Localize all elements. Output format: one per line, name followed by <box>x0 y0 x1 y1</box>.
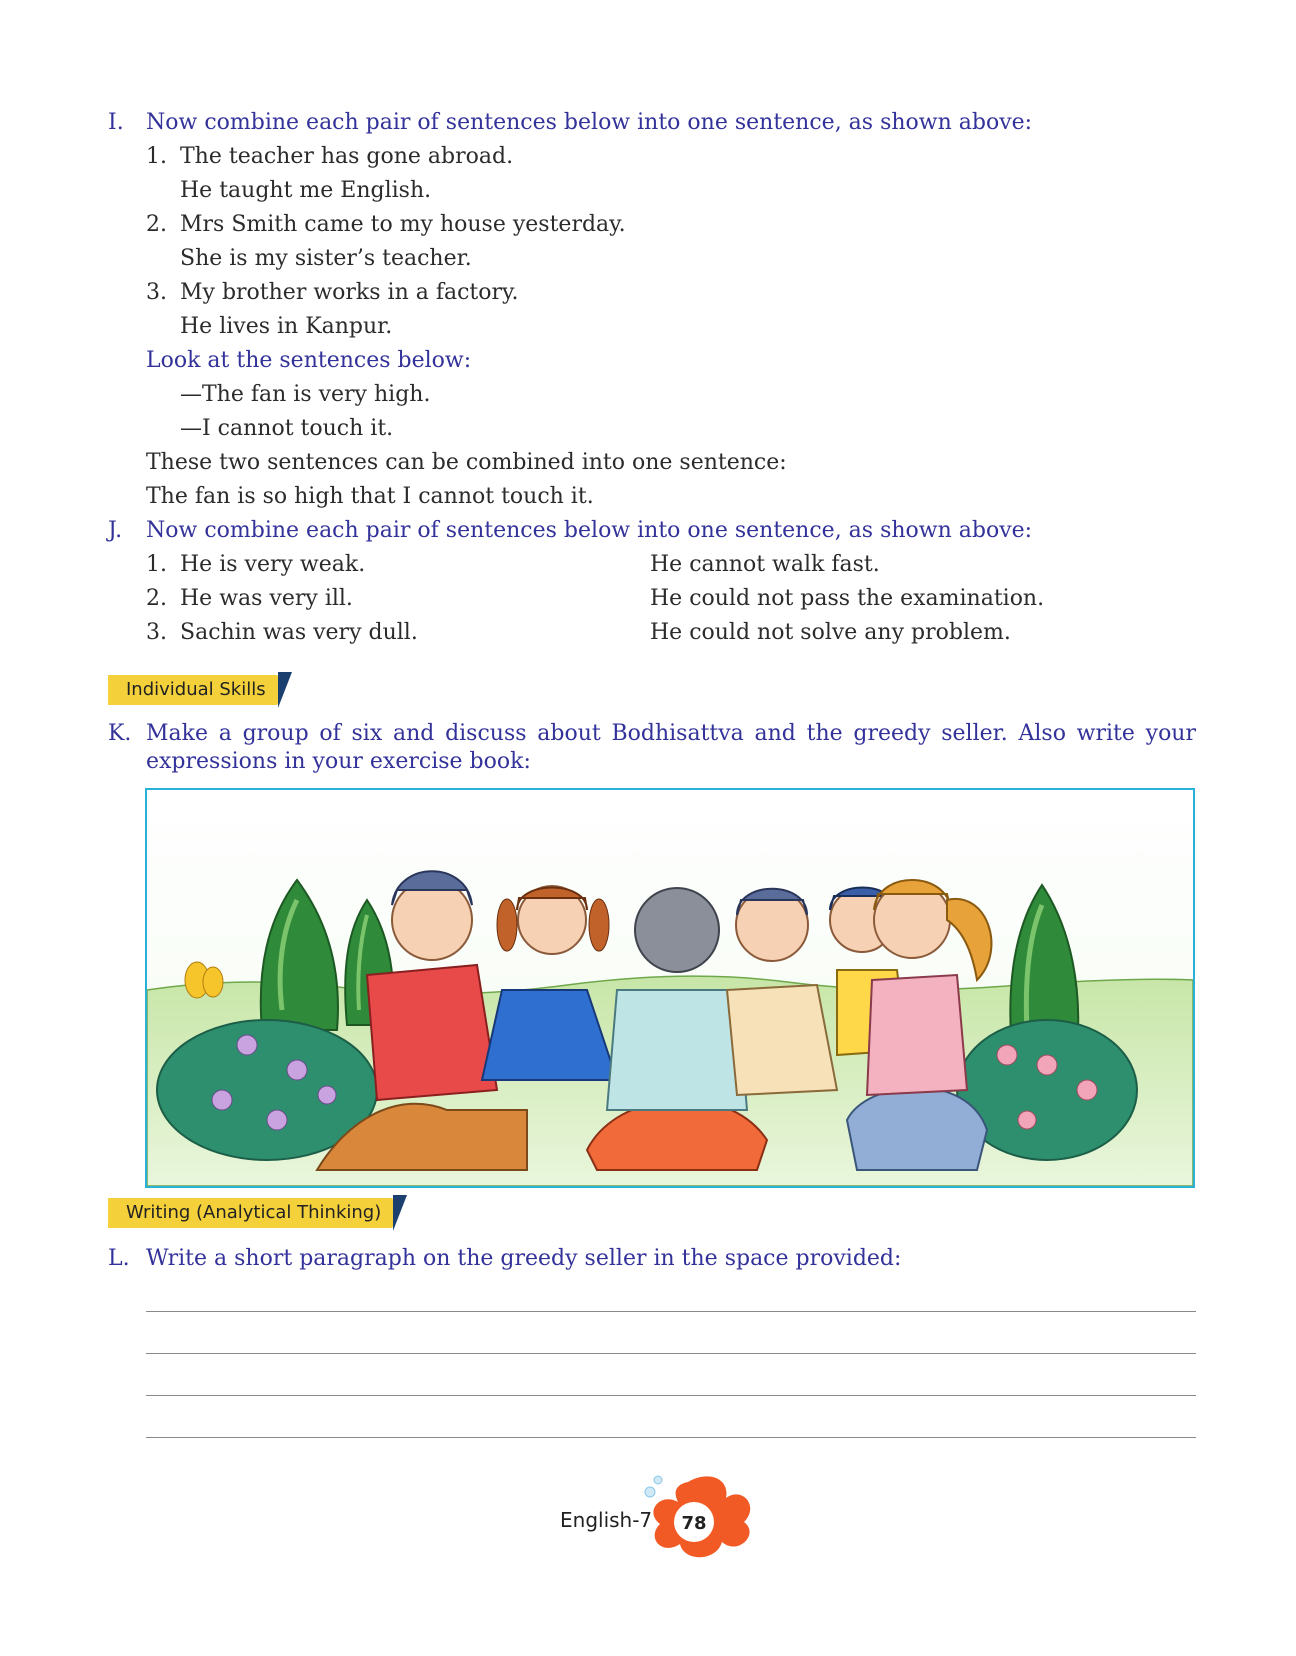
exercise-j-item-1-a: He is very weak. <box>180 552 366 577</box>
exercise-j-item-2-a: He was very ill. <box>180 586 353 611</box>
exercise-j-item-3-b: He could not solve any problem. <box>650 620 1011 645</box>
exercise-j-prompt: Now combine each pair of sentences below into one sentence, as shown above: <box>146 518 1033 543</box>
exercise-k-letter: K. <box>108 721 132 746</box>
exercise-i-item-3-a: My brother works in a factory. <box>180 280 519 305</box>
page-number: 78 <box>681 1513 707 1534</box>
exercise-j-item-2-number: 2. <box>146 586 167 611</box>
illustration-svg <box>147 790 1193 1186</box>
exercise-i-item-2-b: She is my sister’s teacher. <box>180 246 472 271</box>
exercise-l-prompt: Write a short paragraph on the greedy seller in the space provided: <box>146 1246 902 1271</box>
writing-line[interactable] <box>146 1311 1196 1312</box>
badge-flag-icon <box>393 1195 407 1231</box>
example-line-2: —I cannot touch it. <box>180 416 394 441</box>
exercise-j-item-1-number: 1. <box>146 552 167 577</box>
exercise-j-item-3-number: 3. <box>146 620 167 645</box>
bubble-icon <box>654 1476 662 1484</box>
exercise-j-item-2-b: He could not pass the examination. <box>650 586 1045 611</box>
exercise-j-letter: J. <box>108 518 123 543</box>
writing-analytical-thinking-label: Writing (Analytical Thinking) <box>126 1202 382 1223</box>
exercise-j-item-3-a: Sachin was very dull. <box>180 620 418 645</box>
individual-skills-label: Individual Skills <box>126 679 266 700</box>
writing-line[interactable] <box>146 1395 1196 1396</box>
footer-book-title: English-7 <box>560 1508 653 1532</box>
exercise-l-letter: L. <box>108 1246 130 1271</box>
example-result: The fan is so high that I cannot touch it. <box>146 484 594 509</box>
writing-line[interactable] <box>146 1437 1196 1438</box>
exercise-i-item-3-b: He lives in Kanpur. <box>180 314 393 339</box>
page-number-badge <box>638 1472 758 1562</box>
exercise-i-item-3-number: 3. <box>146 280 167 305</box>
children-group-illustration <box>145 788 1195 1188</box>
badge-flag-icon <box>278 672 292 708</box>
exercise-i-item-2-a: Mrs Smith came to my house yesterday. <box>180 212 626 237</box>
exercise-i-prompt: Now combine each pair of sentences below into one sentence, as shown above: <box>146 110 1033 135</box>
exercise-i-item-1-b: He taught me English. <box>180 178 432 203</box>
exercise-k-prompt: Make a group of six and discuss about Bodhisattva and the greedy seller. Also write your expressions in your exercise book: <box>146 721 1196 774</box>
example-line-1: —The fan is very high. <box>180 382 431 407</box>
individual-skills-badge <box>108 675 278 705</box>
example-explanation: These two sentences can be combined into one sentence: <box>146 450 787 475</box>
exercise-j-item-1-b: He cannot walk fast. <box>650 552 880 577</box>
exercise-i-item-1-number: 1. <box>146 144 167 169</box>
writing-analytical-thinking-badge <box>108 1198 393 1228</box>
exercise-i-item-1-a: The teacher has gone abroad. <box>180 144 514 169</box>
exercise-i-item-2-number: 2. <box>146 212 167 237</box>
example-heading: Look at the sentences below: <box>146 348 472 373</box>
writing-line[interactable] <box>146 1353 1196 1354</box>
exercise-i-letter: I. <box>108 110 124 135</box>
bubble-icon <box>645 1487 655 1497</box>
